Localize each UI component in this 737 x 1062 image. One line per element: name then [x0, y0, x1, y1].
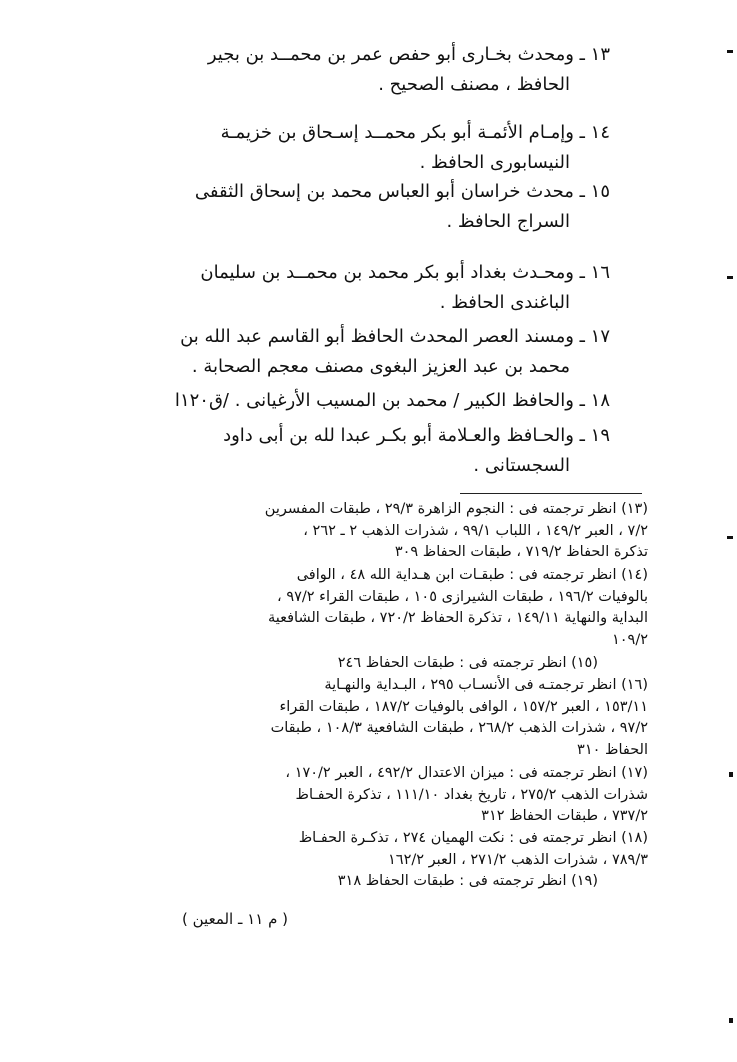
entry-continuation: النيسابورى الحافظ . — [419, 152, 570, 173]
entry-14 — [120, 118, 610, 178]
footnote-line: ٧٨٩/٣ ، شذرات الذهب ٢٧١/٢ ، العبر ١٦٢/٢ — [388, 851, 648, 868]
entry-text: والحـافظ والعـلامة أبو بكـر عبدا لله بن أبى داود — [223, 425, 574, 446]
entry-number: ١٩ ـ — [579, 425, 610, 446]
entry-continuation: السراج الحافظ . — [446, 211, 570, 232]
footnote-line: بالوفيات ١٩٦/٢ ، طبقات الشيرازى ١٠٥ ، طبقات القراء ٩٧/٢ ، — [277, 588, 648, 605]
footnote-line: شذرات الذهب ٢٧٥/٢ ، تاريخ بغداد ١١١/١٠ ، تذكرة الحفـاظ — [295, 786, 648, 803]
entry-text: والحافظ الكبير / محمد بن المسيب الأرغيانى . /ق١٢٠ا — [174, 390, 574, 411]
footnote-line: ١٠٩/٢ — [611, 631, 648, 648]
binding-mark — [727, 50, 733, 53]
footnote-line: (١٥) انظر ترجمته فى : طبقات الحفاظ ٢٤٦ — [337, 655, 598, 671]
footnote-line: (١٦) انظر ترجمتـه فى الأنسـاب ٢٩٥ ، البـداية والنهـاية — [324, 677, 648, 693]
entry-number: ١٦ ـ — [579, 262, 610, 283]
entry-number: ١٨ ـ — [579, 390, 610, 411]
entry-18 — [120, 386, 610, 416]
binding-mark — [727, 276, 733, 279]
entry-continuation: محمد بن عبد العزيز البغوى مصنف معجم الصحابة . — [191, 356, 570, 377]
binding-mark — [727, 536, 733, 539]
entry-number: ١٤ ـ — [579, 122, 610, 143]
footnote-line: البداية والنهاية ١٤٩/١١ ، تذكرة الحفاظ ٧٢٠/٢ ، طبقات الشافعية — [267, 610, 648, 626]
footnote-separator — [460, 493, 642, 494]
entry-text: ومحـدث بغداد أبو بكر محمد بن محمــد بن سليمان — [200, 262, 574, 283]
footnote-15 — [118, 653, 598, 675]
footnote-13 — [118, 499, 648, 564]
footnote-19 — [118, 871, 598, 893]
footnote-line: (١٨) انظر ترجمته فى : نكت الهميان ٢٧٤ ، تذكـرة الحفـاظ — [298, 830, 648, 846]
entry-13 — [120, 40, 610, 100]
entry-text: ومحدث بخـارى أبو حفص عمر بن محمــد بن بجير — [207, 44, 574, 65]
footnote-line: (١٧) انظر ترجمته فى : ميزان الاعتدال ٤٩٢/٢ ، العبر ١٧٠/٢ ، — [285, 765, 648, 781]
entry-number: ١٧ ـ — [579, 326, 610, 347]
entry-text: محدث خراسان أبو العباس محمد بن إسحاق الثقفى — [194, 181, 574, 202]
footnote-line: (١٣) انظر ترجمته فى : النجوم الزاهرة ٢٩/٣ ، طبقات المفسرين — [264, 501, 648, 517]
entry-text: وإمـام الأئمـة أبو بكر محمــد إسـحاق بن خزيمـة — [220, 122, 574, 143]
entry-text: ومسند العصر المحدث الحافظ أبو القاسم عبد الله بن — [180, 326, 574, 347]
footnote-line: ٧٣٧/٢ ، طبقات الحفاظ ٣١٢ — [481, 808, 648, 824]
footnote-line: ٧/٢ ، العبر ١٤٩/٢ ، اللباب ٩٩/١ ، شذرات الذهب ٢ ـ ٢٦٢ ، — [303, 522, 648, 539]
entry-number: ١٣ ـ — [579, 44, 610, 65]
entry-continuation: السجستانى . — [473, 455, 570, 476]
footnote-line: تذكرة الحفاظ ٧١٩/٢ ، طبقات الحفاظ ٣٠٩ — [394, 544, 648, 560]
entry-continuation: الحافظ ، مصنف الصحيح . — [378, 74, 570, 95]
binding-mark — [729, 772, 733, 777]
binding-mark — [729, 1018, 733, 1023]
entry-19 — [120, 421, 610, 481]
footnote-14 — [118, 565, 648, 651]
footnote-line: (١٩) انظر ترجمته فى : طبقات الحفاظ ٣١٨ — [337, 873, 598, 889]
footnote-17 — [118, 763, 648, 828]
entry-16 — [120, 258, 610, 318]
entry-17 — [120, 322, 610, 382]
footnote-line: ٩٧/٢ ، شذرات الذهب ٢٦٨/٢ ، طبقات الشافعية ١٠٨/٣ ، طبقات — [270, 720, 648, 736]
footnote-16 — [118, 675, 648, 761]
footnote-line: (١٤) انظر ترجمته فى : طبقـات ابن هـداية الله ٤٨ ، الوافى — [296, 567, 648, 583]
footnote-line: الحفاظ ٣١٠ — [577, 741, 648, 758]
entry-15 — [120, 177, 610, 237]
page-signature: ( م ١١ ـ المعين ) — [182, 910, 288, 928]
footnote-18 — [118, 828, 648, 871]
footnote-line: ١٥٣/١١ ، العبر ١٥٧/٢ ، الوافى بالوفيات ١٨٧/٢ ، طبقات القراء — [279, 698, 648, 715]
entry-continuation: الباغندى الحافظ . — [439, 292, 570, 313]
entry-number: ١٥ ـ — [579, 181, 610, 202]
